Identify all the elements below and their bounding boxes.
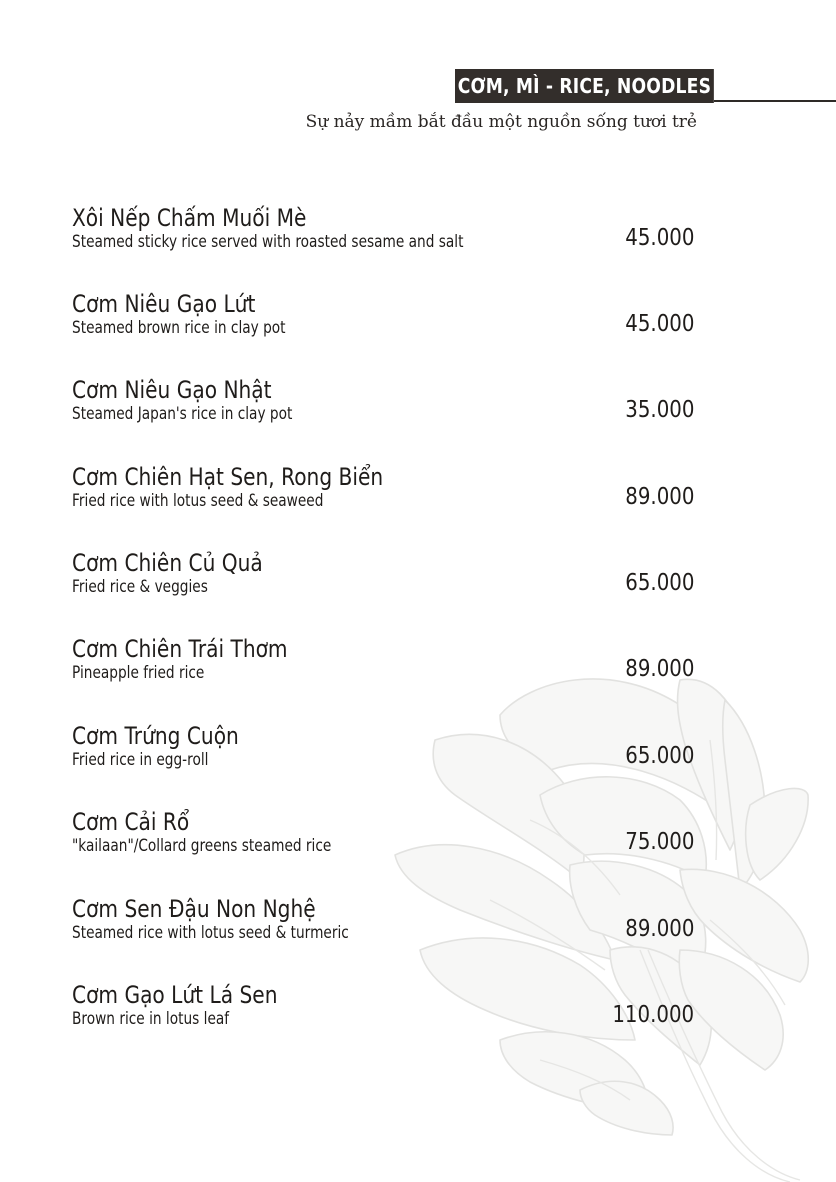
menu-item: [72, 376, 712, 436]
item-description: Steamed Japan's rice in clay pot: [72, 404, 293, 423]
menu-item: [72, 722, 712, 782]
item-description: Steamed sticky rice served with roasted sesame and salt: [72, 232, 464, 251]
menu-item: [72, 463, 712, 523]
menu-item: [72, 549, 712, 609]
item-name: Xôi Nếp Chấm Muối Mè: [72, 204, 307, 232]
item-description: Steamed brown rice in clay pot: [72, 318, 286, 337]
menu-item: [72, 290, 712, 350]
item-price: 75.000: [624, 829, 694, 855]
item-price: 45.000: [624, 311, 694, 337]
item-name: Cơm Chiên Củ Quả: [72, 549, 263, 577]
item-name: Cơm Niêu Gạo Lứt: [72, 290, 256, 318]
item-description: Fried rice with lotus seed & seaweed: [72, 491, 324, 510]
item-name: Cơm Chiên Trái Thơm: [72, 635, 288, 663]
item-name: Cơm Gạo Lứt Lá Sen: [72, 981, 278, 1009]
item-price: 110.000: [612, 1002, 694, 1028]
item-name: Cơm Niêu Gạo Nhật: [72, 376, 272, 404]
item-price: 35.000: [624, 397, 694, 423]
item-description: Pineapple fried rice: [72, 663, 205, 682]
item-description: Steamed rice with lotus seed & turmeric: [72, 923, 349, 942]
tagline: Sự nảy mầm bắt đầu một nguồn sống tươi trẻ: [305, 112, 697, 132]
menu-item: [72, 981, 712, 1041]
item-price: 65.000: [624, 743, 694, 769]
item-description: Brown rice in lotus leaf: [72, 1009, 230, 1028]
item-description: Fried rice & veggies: [72, 577, 208, 596]
item-name: Cơm Cải Rổ: [72, 808, 190, 836]
item-name: Cơm Chiên Hạt Sen, Rong Biển: [72, 463, 384, 491]
item-name: Cơm Sen Đậu Non Nghệ: [72, 895, 316, 923]
item-price: 45.000: [624, 225, 694, 251]
menu-item: [72, 895, 712, 955]
item-price: 89.000: [624, 656, 694, 682]
menu-item: [72, 808, 712, 868]
item-price: 89.000: [624, 916, 694, 942]
section-title: CƠM, MÌ - RICE, NOODLES: [455, 69, 714, 103]
item-price: 65.000: [624, 570, 694, 596]
menu-item: [72, 204, 712, 264]
item-name: Cơm Trứng Cuộn: [72, 722, 239, 750]
item-description: Fried rice in egg-roll: [72, 750, 209, 769]
menu-item: [72, 635, 712, 695]
item-price: 89.000: [624, 484, 694, 510]
item-description: "kailaan"/Collard greens steamed rice: [72, 836, 332, 855]
